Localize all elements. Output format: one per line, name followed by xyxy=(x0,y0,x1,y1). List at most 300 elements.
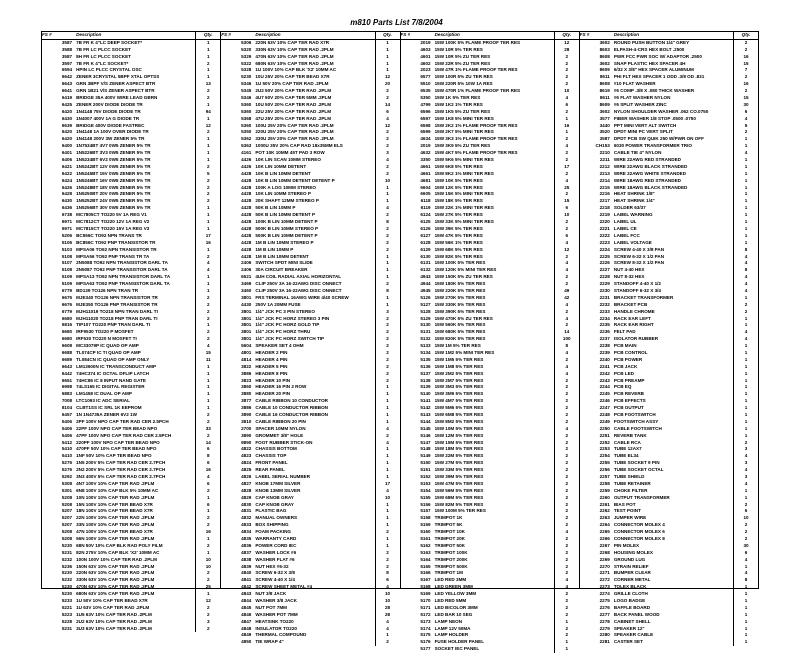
table-row xyxy=(42,171,220,178)
part-quantity: 14 xyxy=(195,440,220,447)
part-number: 2236 xyxy=(599,329,610,335)
part-quantity: 1 xyxy=(375,267,400,274)
part-quantity: 2 xyxy=(375,639,400,646)
part-quantity: 2 xyxy=(554,322,579,329)
part-description: GRN 3BPF V/S ZENER ASPECT BTR xyxy=(76,81,156,87)
part-number: 5168 xyxy=(420,584,431,590)
table-row xyxy=(580,481,758,488)
part-number: 4846 xyxy=(241,611,252,617)
part-number: 5207 xyxy=(61,515,73,521)
part-quantity: 2 xyxy=(554,508,579,515)
part-quantity: 4 xyxy=(733,254,758,261)
part-quantity: 16 xyxy=(554,123,579,130)
table-row xyxy=(401,371,579,378)
part-description: 6/32 X 3/8" HEX SPACER ALUMINUM xyxy=(613,67,694,73)
part-number: 3801 xyxy=(241,315,252,321)
part-number: 2231 xyxy=(599,294,610,300)
part-number: 2241 xyxy=(599,363,610,369)
part-quantity: 1 xyxy=(733,384,758,391)
part-quantity: 1 xyxy=(554,116,579,123)
column-header xyxy=(401,32,579,40)
table-row xyxy=(401,316,579,323)
part-quantity: 2 xyxy=(195,522,220,529)
part-number: 5231 xyxy=(61,549,73,555)
part-description: HEADER 16 PIN 2 ROW xyxy=(255,384,307,390)
part-number: 4681 xyxy=(420,177,431,183)
part-description: 15W 1M8 5% TER RES xyxy=(434,363,484,369)
table-row xyxy=(221,81,399,88)
part-number: 6816 xyxy=(61,322,73,328)
part-description: PWR FCC PWR SOC W/ ADAPTOR .2500 xyxy=(613,53,702,59)
table-row xyxy=(221,550,399,557)
part-number: 2271 xyxy=(599,570,610,576)
table-row xyxy=(42,240,220,247)
part-quantity: 6 xyxy=(554,233,579,240)
part-number: 5231 xyxy=(61,625,73,631)
part-number: 6577 xyxy=(420,74,431,80)
part-quantity: 2 xyxy=(375,143,400,150)
part-number: 3520 xyxy=(599,129,610,135)
part-quantity: 12 xyxy=(375,74,400,81)
table-row xyxy=(42,336,220,343)
table-row xyxy=(580,474,758,481)
part-description: 15W 39K 5% TER RES xyxy=(434,225,483,231)
table-row xyxy=(42,467,220,474)
table-row xyxy=(401,646,579,653)
table-row xyxy=(580,260,758,267)
part-number: 3801 xyxy=(241,322,252,328)
part-number: 3860 xyxy=(241,384,252,390)
part-quantity: 1 xyxy=(375,474,400,481)
part-description: 15W 2M7 5% TER RES xyxy=(434,377,484,383)
table-row xyxy=(42,205,220,212)
part-number: 4661 xyxy=(420,170,431,176)
table-row xyxy=(221,205,399,212)
qty-header: Qty. xyxy=(195,32,220,39)
part-quantity: 1 xyxy=(733,136,758,143)
part-quantity: 15 xyxy=(733,95,758,102)
part-quantity: 2 xyxy=(733,302,758,309)
part-quantity: 4 xyxy=(554,584,579,591)
table-row xyxy=(401,343,579,350)
part-description: 15W 470R 1% FLAME PROOF TER RES xyxy=(434,88,521,94)
part-description: TRIMPOT 1K xyxy=(434,515,463,521)
part-description: SPEAKER SET 4 OHM xyxy=(255,343,304,349)
column-header xyxy=(42,32,220,40)
table-row xyxy=(401,357,579,364)
part-quantity: 4 xyxy=(554,240,579,247)
part-description: 10K B LIN 10MM DETENT DETENT P xyxy=(255,177,335,183)
part-quantity: 1 xyxy=(733,185,758,192)
part-quantity: 6 xyxy=(195,481,220,488)
part-quantity: 2 xyxy=(195,570,220,577)
part-description: 1000U 35V 20% CAP RAD 18x35MM ELS xyxy=(255,143,343,149)
table-row xyxy=(221,164,399,171)
table-row xyxy=(580,508,758,515)
part-number: 6131 xyxy=(420,260,431,266)
part-description: 1N4148 75V DIODE DIODE TR xyxy=(76,108,141,114)
part-description: 50K B LIN 10MM DETENT P xyxy=(255,212,316,218)
column-header xyxy=(580,32,758,40)
table-row xyxy=(401,384,579,391)
part-description: 15W 220R 5% 10W 1A RES xyxy=(434,81,493,87)
part-description: HEATSINK TO220 xyxy=(255,618,294,624)
part-quantity: 10 xyxy=(195,564,220,571)
table-row xyxy=(42,67,220,74)
part-quantity: 2 xyxy=(195,295,220,302)
part-quantity: 2 xyxy=(195,178,220,185)
part-description: 10K LIN 10MM STEREO P xyxy=(255,191,311,197)
part-number: 5328 xyxy=(241,67,252,73)
table-row xyxy=(42,391,220,398)
table-row xyxy=(401,412,579,419)
part-description: HEAT SHRINK 1/4" xyxy=(613,198,655,204)
part-description: MJE350 TO126 PNP TRANSISTOR TR xyxy=(76,301,158,307)
part-description: 15W 15K 5% MINI TER RES xyxy=(434,191,494,197)
part-number: 6401 xyxy=(61,150,73,156)
part-number: 6535 xyxy=(420,88,431,94)
part-number: 5363 xyxy=(241,143,252,149)
part-description: 15W 56M 5% TER RES xyxy=(434,487,484,493)
part-number: 6430 xyxy=(61,115,73,121)
part-description: TRIMPOT 20K xyxy=(434,536,465,542)
part-number: 4836 xyxy=(241,542,252,548)
part-number: 6597 xyxy=(420,115,431,121)
part-quantity: 2 xyxy=(554,226,579,233)
part-number: 5162 xyxy=(420,542,431,548)
part-description: SPEAKER 12" xyxy=(613,625,645,631)
table-row xyxy=(221,143,399,150)
part-quantity: 4 xyxy=(733,150,758,157)
part-number: 2218 xyxy=(599,205,610,211)
table-row xyxy=(42,357,220,364)
part-description: SOLDER 63/37 xyxy=(613,205,646,211)
part-number: 5308 xyxy=(61,480,73,486)
part-description: 15W 4K7 5% FLAME PROOF TER RES xyxy=(434,150,518,156)
part-number: 5163 xyxy=(420,549,431,555)
part-quantity: 1 xyxy=(375,198,400,205)
table-row xyxy=(42,508,220,515)
part-quantity: 1 xyxy=(195,150,220,157)
part-number: 5108 xyxy=(61,267,73,273)
part-quantity: 1 xyxy=(733,605,758,612)
part-number: 6676 xyxy=(61,301,73,307)
part-number: 4830 xyxy=(241,501,252,507)
part-description: 15W 1K2 1% TER RES xyxy=(434,101,483,107)
part-number: 2219 xyxy=(599,212,610,218)
table-row xyxy=(221,157,399,164)
table-row xyxy=(221,564,399,571)
table-row xyxy=(580,185,758,192)
part-number: 2229 xyxy=(599,281,610,287)
part-quantity: 1 xyxy=(733,240,758,247)
part-quantity: 2 xyxy=(733,74,758,81)
part-number: 2023 xyxy=(420,67,431,73)
table-row xyxy=(42,536,220,543)
part-number: 4799 xyxy=(420,101,431,107)
part-quantity: 15 xyxy=(733,61,758,68)
part-description: 500K B LIN 10MM STEREO P xyxy=(255,225,319,231)
part-description: 1U5 63V 10% CAP TER RAD .2PLM xyxy=(76,611,152,617)
part-number: 6400 xyxy=(61,143,73,149)
part-number: 2221 xyxy=(599,225,610,231)
table-row xyxy=(42,577,220,584)
part-quantity: 2 xyxy=(554,136,579,143)
part-number: 2244 xyxy=(599,384,610,390)
part-quantity: 12 xyxy=(375,123,400,130)
part-description: 15W 1K5 5% ZU TER RES xyxy=(434,108,491,114)
table-row xyxy=(580,433,758,440)
table-row xyxy=(42,440,220,447)
part-description: BACK PANEL WOOD xyxy=(613,611,660,617)
part-description: TRIMPOT 50K xyxy=(434,542,465,548)
table-row xyxy=(401,440,579,447)
part-quantity: 4 xyxy=(733,467,758,474)
part-quantity: 2 xyxy=(554,81,579,88)
part-quantity: 1 xyxy=(733,295,758,302)
table-row xyxy=(42,150,220,157)
table-row xyxy=(221,433,399,440)
table-row xyxy=(221,577,399,584)
part-description: PCB CONTROL xyxy=(613,349,648,355)
part-description: BRIDGE 35A 400V WIRE LEAD GBRN xyxy=(76,95,158,101)
part-description: 7B FR K 4"LC SOCKET* xyxy=(76,60,129,66)
table-row xyxy=(580,529,758,536)
part-description: WIRE 22AWG RED STRANDED xyxy=(613,157,681,163)
table-row xyxy=(580,522,758,529)
part-description: MJH11020 TO218 PNP TRAN DARL TI xyxy=(76,315,158,321)
part-number: 2254 xyxy=(599,453,610,459)
part-quantity: 1 xyxy=(375,260,400,267)
part-description: ELPASH-4-CRS HEX BOLT .2500 xyxy=(613,46,685,52)
part-description: MJE340 TO126 NPN TRANSISTOR TR xyxy=(76,294,158,300)
part-quantity: 4 xyxy=(554,426,579,433)
part-description: 15W 47R 1% FLAME PROOF TER RES xyxy=(434,67,518,73)
part-quantity: 1 xyxy=(195,74,220,81)
part-number: 2225 xyxy=(599,253,610,259)
part-description: ISOLATOR RUBBER xyxy=(613,336,659,342)
part-quantity: 2 xyxy=(554,557,579,564)
table-row xyxy=(580,123,758,130)
part-description: 15W 33K 5% MINI TER RES xyxy=(434,219,494,225)
part-description: 47PF 100V NPO CAP TER RAD CER 2.5PCH xyxy=(76,432,172,438)
part-description: LABEL CE xyxy=(613,225,637,231)
table-row xyxy=(580,254,758,261)
part-description: POT 10K 10MM 45T PAD 3 ROW xyxy=(255,150,325,156)
table-row xyxy=(221,626,399,633)
part-description: BIAS POT xyxy=(613,501,636,507)
part-description: SPACER 10MM NYLON xyxy=(255,425,306,431)
part-description: 3U3 63V 10% CAP TER RAD .2PLM xyxy=(76,625,152,631)
part-quantity: 1 xyxy=(733,364,758,371)
table-row xyxy=(42,47,220,54)
part-description: BOX SHIPPING xyxy=(255,522,289,528)
part-quantity: 2 xyxy=(375,564,400,571)
part-description: LED RED 5MM xyxy=(434,598,467,604)
table-row xyxy=(401,502,579,509)
part-number: 6426 xyxy=(61,184,73,190)
table-row xyxy=(221,247,399,254)
part-quantity: 2 xyxy=(554,67,579,74)
description-header: Description xyxy=(613,32,640,37)
table-row xyxy=(221,453,399,460)
part-description: 1/4" JCK PC 3 PIN STEREO xyxy=(255,308,315,314)
part-description: 15W 3K3 1% FLAME PROOF TER RES xyxy=(434,136,518,142)
part-description: PCB JACK xyxy=(613,363,638,369)
table-row xyxy=(580,364,758,371)
part-number: 2217 xyxy=(599,198,610,204)
part-number: 6127 xyxy=(420,232,431,238)
part-description: #6 FLAT WASHER NYLON xyxy=(613,95,671,101)
table-row xyxy=(42,481,220,488)
part-description: 1N5256BT 30V 0W5 ZENER 5% TR xyxy=(76,205,151,211)
part-description: 15W 270K 5% TER RES xyxy=(434,294,486,300)
part-number: 5346 xyxy=(241,95,252,101)
part-number: 4847 xyxy=(241,618,252,624)
part-description: SOCKET IEC PANEL xyxy=(434,646,480,652)
table-row xyxy=(401,247,579,254)
table-row xyxy=(42,198,220,205)
part-number: 4823 xyxy=(241,453,252,459)
part-number: 8619 xyxy=(599,88,610,94)
part-description: GROUND LUG xyxy=(613,556,646,562)
table-row xyxy=(42,405,220,412)
part-number: 3886 xyxy=(241,370,252,376)
table-row xyxy=(401,467,579,474)
table-row xyxy=(580,453,758,460)
part-number: 5128 xyxy=(420,308,431,314)
part-description: INSULATOR TO220 xyxy=(255,625,297,631)
part-quantity: 4 xyxy=(375,584,400,591)
part-description: LED RED 3MM xyxy=(434,577,467,583)
table-row xyxy=(42,605,220,612)
table-row xyxy=(401,426,579,433)
part-description: KNOB 17MM SILVER xyxy=(255,480,301,486)
part-number: 6428 xyxy=(61,191,73,197)
part-description: TEST POINT xyxy=(613,508,641,514)
part-quantity: 4 xyxy=(554,302,579,309)
table-row xyxy=(221,474,399,481)
table-row xyxy=(221,67,399,74)
table-row xyxy=(580,240,758,247)
part-description: PCB MAIN xyxy=(613,343,637,349)
part-quantity: 2 xyxy=(375,329,400,336)
part-description: PCB REVERB xyxy=(613,391,644,397)
part-description: MPSA56 TO92 PNP TRANS TR TA xyxy=(76,253,150,259)
part-description: 15W 18M 5% TER RES xyxy=(434,446,484,452)
part-description: 1N4148 1A 100V OVER DIODE TR xyxy=(76,129,149,135)
table-row xyxy=(221,619,399,626)
part-number: 5208 xyxy=(61,529,73,535)
part-description: SNAP PLASTIC HEX SPACER 4H xyxy=(613,60,686,66)
part-quantity: 2 xyxy=(554,522,579,529)
part-number: 2232 xyxy=(599,301,610,307)
part-description: 15W 6K8 5% TER RES xyxy=(434,163,483,169)
part-number: 2249 xyxy=(599,418,610,424)
part-quantity: 10 xyxy=(195,557,220,564)
part-description: LAMP NEON xyxy=(434,618,463,624)
table-row xyxy=(221,515,399,522)
part-quantity: 1 xyxy=(375,67,400,74)
part-description: PCB PREAMP xyxy=(613,377,645,383)
part-number: 5134 xyxy=(420,349,431,355)
part-number: 3350 xyxy=(420,157,431,163)
part-description: FRONT PANEL xyxy=(255,460,288,466)
table-row xyxy=(401,116,579,123)
table-row xyxy=(580,288,758,295)
part-quantity: 4 xyxy=(733,336,758,343)
part-number: 8611 xyxy=(599,74,610,80)
part-quantity: 1 xyxy=(733,619,758,626)
part-description: CHASSIS BOTTOM xyxy=(255,446,297,452)
table-row xyxy=(221,150,399,157)
table-row xyxy=(42,529,220,536)
part-quantity: 1 xyxy=(375,185,400,192)
table-row xyxy=(221,508,399,515)
table-row xyxy=(401,322,579,329)
table-row xyxy=(42,40,220,47)
part-description: FUSE HOLDER PANEL xyxy=(434,639,485,645)
part-number: 5208 xyxy=(61,536,73,542)
part-quantity: 4 xyxy=(733,481,758,488)
table-row xyxy=(221,343,399,350)
part-description: PCB EFFECTS xyxy=(613,398,646,404)
part-number: 4428 xyxy=(241,232,252,238)
table-row xyxy=(221,639,399,646)
part-description: 10K LIN 10MM DETENT xyxy=(255,163,307,169)
table-row xyxy=(42,591,220,598)
part-description: 15W 3K9 5% ZU TER RES xyxy=(434,143,491,149)
part-quantity: 1 xyxy=(375,412,400,419)
table-row xyxy=(401,288,579,295)
part-number: 6651 xyxy=(61,377,73,383)
part-number: 6124 xyxy=(420,212,431,218)
part-description: 15W 5K6 5% MINI TER RES xyxy=(434,157,494,163)
part-quantity: 1 xyxy=(195,247,220,254)
part-description: MPSA06 TO92 NPN TRANSISTOR TR xyxy=(76,246,157,252)
part-quantity: 2 xyxy=(195,254,220,261)
table-row xyxy=(401,129,579,136)
part-quantity: 1 xyxy=(375,274,400,281)
part-description: PCB LED xyxy=(613,370,634,376)
part-number: 6422 xyxy=(61,170,73,176)
part-number: 5306 xyxy=(241,39,252,45)
part-number: 4834 xyxy=(241,529,252,535)
table-row xyxy=(221,40,399,47)
table-row xyxy=(580,577,758,584)
part-number: 4161 xyxy=(241,150,252,156)
part-quantity: 1 xyxy=(375,295,400,302)
part-number: 4428 xyxy=(241,198,252,204)
part-description: RACK EAR LEFT xyxy=(613,315,651,321)
part-description: 10K B LIN 10MM DETENT xyxy=(255,170,311,176)
table-row xyxy=(401,67,579,74)
table-row xyxy=(42,426,220,433)
part-description: CORNER METAL xyxy=(613,577,651,583)
part-quantity: 2 xyxy=(195,309,220,316)
part-quantity: 4 xyxy=(733,281,758,288)
part-description: TOLEX BLACK xyxy=(613,584,647,590)
part-number: 3602 xyxy=(599,108,610,114)
table-row xyxy=(42,460,220,467)
part-description: HEAT SHRINK 1/8" xyxy=(613,191,655,197)
part-quantity: 1 xyxy=(375,543,400,550)
part-quantity: 6 xyxy=(733,550,758,557)
part-number: 5410 xyxy=(61,446,73,452)
part-number: 5130 xyxy=(420,322,431,328)
part-description: 1U 50V 10% CAP TER BEAD X7R xyxy=(76,598,148,604)
part-description: 15W 47K 5% TER RES xyxy=(434,232,483,238)
